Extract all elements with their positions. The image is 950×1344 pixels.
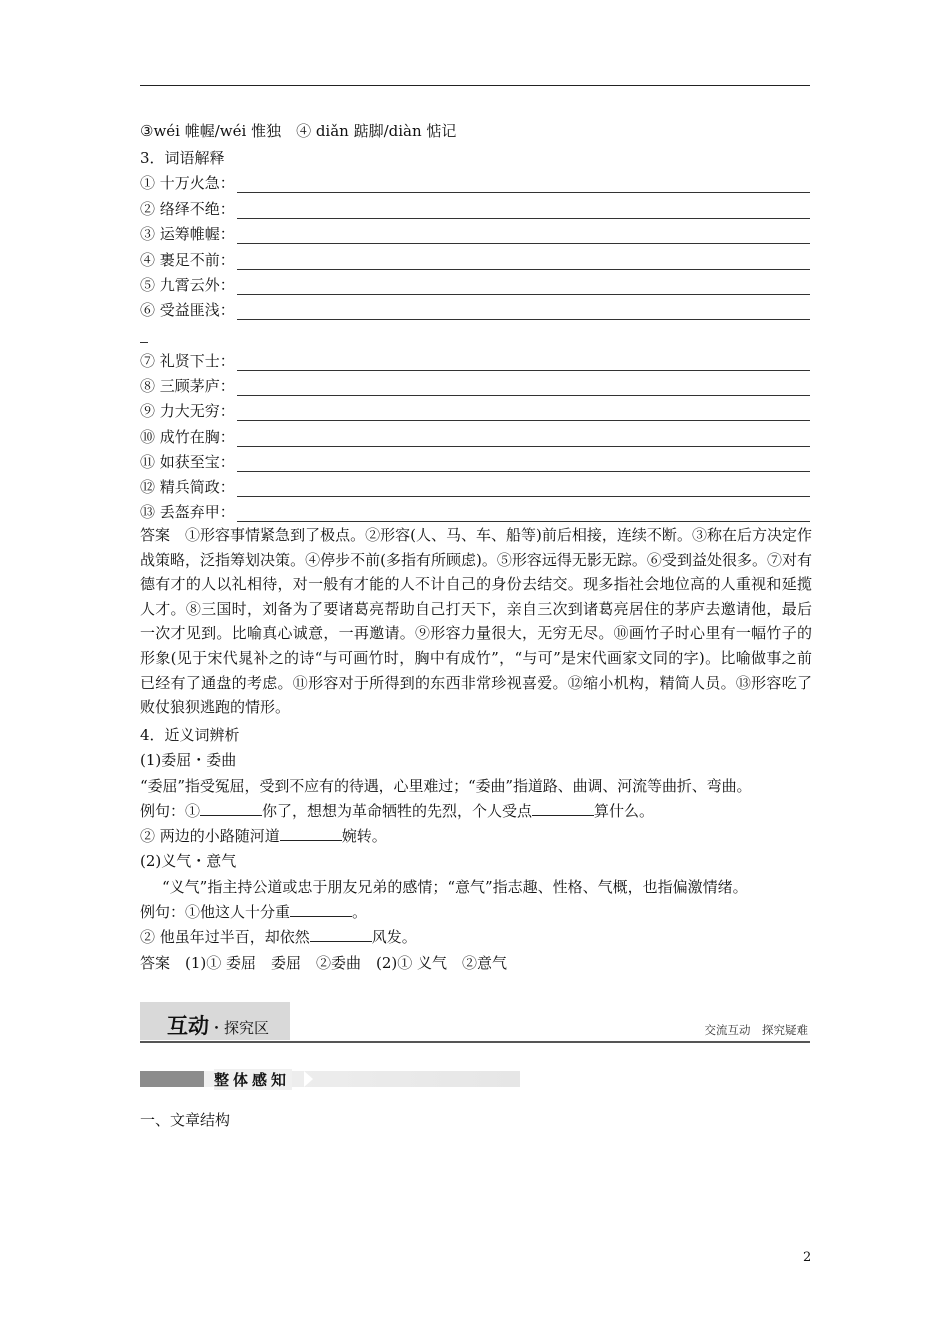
- pinyin-line: ③wéi 帷幄/wéi 惟独 ④ diǎn 踮脚/diàn 惦记: [140, 122, 457, 140]
- example-text: 算什么。: [594, 802, 655, 820]
- example-text: 例句：①: [140, 802, 201, 820]
- vocab-answer: 答案 ①形容事情紧急到了极点。②形容(人、马、车、船等)前后相接，连续不断。③称在后方决定作战策略，泛指筹划决策。④停步不前(多指有所顾虑)。⑤形容远得无影无踪。⑥受到益处很多。⑦对有德有才的人以礼相待，对一般有才能的人不计自己的身份去结交。现多指社会地位高的人重视和延揽人才。⑧三国时，刘备为了要诸葛亮帮助自己打天下，亲自三次到诸葛亮居住的茅庐去邀请他，最后一次才见到。比喻真心诚意，一再邀请。⑨形容力量很大，无穷无尽。⑩画竹子时心里有一幅竹子的形象(见于宋代晁补之的诗“与可画竹时，胸中有成竹”，“与可”是宋代画家文同的字)。比喻做事之前已经有了通盘的考虑。⑪形容对于所得到的东西非常珍视喜爱。⑫缩小机构，精简人员。⑬形容吃了败仗狼狈逃跑的情形。: [140, 526, 812, 717]
- vocab-term: ⑦ 礼贤下士：: [140, 352, 235, 370]
- example-text: 。: [352, 903, 368, 921]
- vocab-row: [140, 351, 810, 371]
- synonym-1-explain: “委屈”指受冤屈，受到不应有的待遇，心里难过；“委曲”指道路、曲调、河流等曲折、弯曲。: [140, 777, 752, 795]
- subsection-label: 整体感知: [214, 1071, 291, 1089]
- vocab-row: [140, 452, 810, 472]
- vocab-term: ⑩ 成竹在胸：: [140, 428, 235, 446]
- answer-blank[interactable]: [237, 406, 810, 421]
- vocab-term: ⑧ 三顾茅庐：: [140, 377, 235, 395]
- synonym-answer: 答案 (1)① 委屈 委屈 ②委曲 (2)① 义气 ②意气: [140, 954, 508, 972]
- example-text: ② 两边的小路随河道: [140, 827, 280, 845]
- answer-blank[interactable]: [290, 902, 352, 917]
- banner-rule: [140, 1041, 810, 1043]
- outline-heading: 一、文章结构: [140, 1111, 231, 1129]
- synonym-2-example-1: [140, 902, 367, 922]
- vocab-row: [140, 275, 810, 295]
- example-text: 你了，想想为革命牺牲的先烈，个人受点: [262, 802, 533, 820]
- vocab-row: [140, 224, 810, 244]
- vocab-term: ⑬ 丢盔弃甲：: [140, 503, 235, 521]
- answer-blank[interactable]: [237, 356, 810, 371]
- answer-blank[interactable]: [237, 457, 810, 472]
- answer-blank[interactable]: [237, 482, 810, 497]
- vocab-term: ⑪ 如获至宝：: [140, 453, 235, 471]
- example-text: 婉转。: [341, 827, 387, 845]
- vocab-term: ④ 裹足不前：: [140, 251, 235, 269]
- example-text: 例句：①他这人十分重: [140, 903, 291, 921]
- banner-title-sub: ・探究区: [209, 1019, 270, 1037]
- vocab-term: ⑤ 九霄云外：: [140, 276, 235, 294]
- answer-blank[interactable]: [237, 432, 810, 447]
- example-text: 风发。: [371, 928, 417, 946]
- vocab-term: ⑨ 力大无穷：: [140, 402, 235, 420]
- subbar-dark-block: [140, 1071, 204, 1087]
- vocab-term: ① 十万火急：: [140, 174, 235, 192]
- vocab-row: [140, 300, 810, 320]
- synonym-1-heading: (1)委屈・委曲: [140, 751, 237, 769]
- vocab-row: [140, 173, 810, 193]
- answer-blank[interactable]: [237, 204, 810, 219]
- vocab-row: [140, 502, 810, 522]
- answer-blank[interactable]: [237, 280, 810, 295]
- vocab-term: ⑫ 精兵简政：: [140, 478, 235, 496]
- chevron-right-icon: [304, 1071, 313, 1087]
- synonym-2-explain: “义气”指主持公道或忠于朋友兄弟的感情；“意气”指志趣、性格、气概，也指偏激情绪。: [162, 878, 748, 896]
- vocab-row: [140, 250, 810, 270]
- section-4-title: 4．近义词辨析: [140, 726, 240, 744]
- vocab-term: ⑥ 受益匪浅：: [140, 301, 235, 319]
- vocab-row: [140, 427, 810, 447]
- vocab-row: [140, 376, 810, 396]
- answer-blank[interactable]: [237, 507, 810, 522]
- answer-blank[interactable]: [237, 178, 810, 193]
- section-banner: [140, 1002, 810, 1044]
- section-3-title: 3．词语解释: [140, 149, 225, 167]
- stray-dash: [140, 342, 148, 343]
- banner-title-main: 互动: [167, 1014, 209, 1038]
- synonym-1-example-2: [140, 826, 387, 846]
- banner-tagline: 交流互动 探究疑难: [704, 1023, 808, 1037]
- vocab-term: ② 络绎不绝：: [140, 200, 235, 218]
- answer-blank[interactable]: [200, 801, 262, 816]
- banner-title: [167, 1010, 269, 1040]
- example-text: ② 他虽年过半百，却依然: [140, 928, 310, 946]
- synonym-2-example-2: [140, 927, 417, 947]
- vocab-row: [140, 477, 810, 497]
- page-number: 2: [803, 1250, 812, 1265]
- vocab-row: [140, 401, 810, 421]
- answer-blank[interactable]: [280, 826, 342, 841]
- answer-blank[interactable]: [310, 927, 372, 942]
- header-rule: [140, 85, 810, 86]
- vocab-term: ③ 运筹帷幄：: [140, 225, 235, 243]
- answer-blank[interactable]: [237, 381, 810, 396]
- vocab-row: [140, 199, 810, 219]
- synonym-2-heading: (2)义气・意气: [140, 852, 237, 870]
- synonym-1-example-1: [140, 801, 654, 821]
- answer-blank[interactable]: [237, 305, 810, 320]
- answer-blank[interactable]: [237, 255, 810, 270]
- answer-blank[interactable]: [237, 229, 810, 244]
- answer-blank[interactable]: [532, 801, 594, 816]
- subsection-bar: [140, 1071, 520, 1087]
